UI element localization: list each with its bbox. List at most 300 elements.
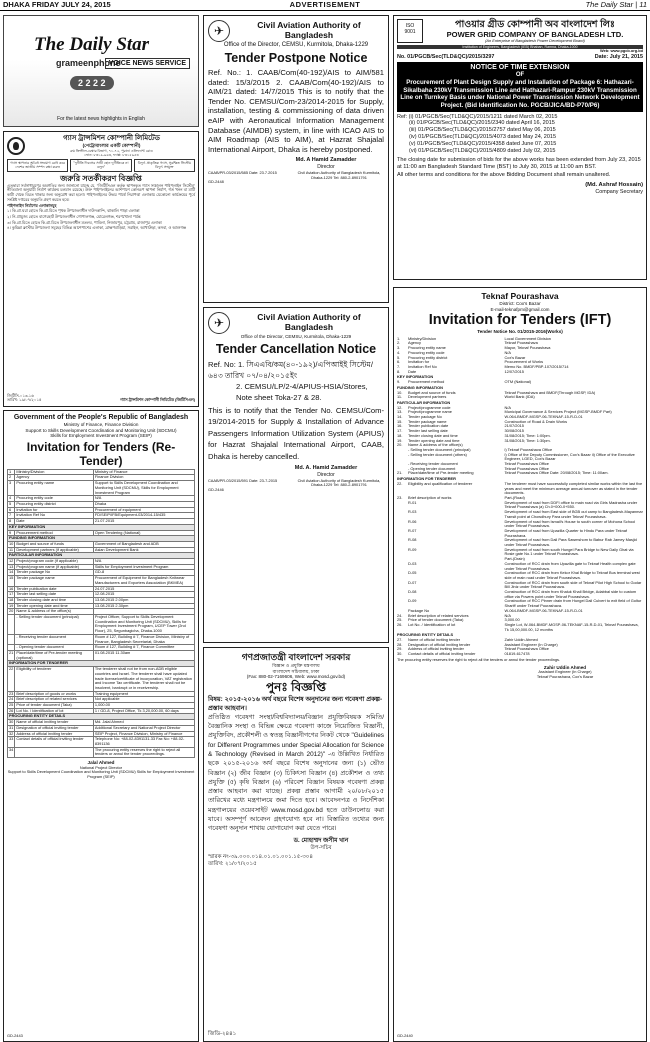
civil2-gd: GD-2446 — [208, 486, 224, 492]
teknaf-notice-no: Tender Notice No. 01/2015-2016(Works) — [477, 329, 563, 335]
teknaf-row-key: Eligibility and qualification of tenderer — [408, 480, 473, 486]
teknaf-row-key: Project/programme name — [408, 409, 452, 415]
gov-row-value: 01.08.2015 11.30am — [93, 650, 194, 660]
teknaf-row-number: 17. — [397, 428, 403, 434]
gov-row-number: 24 — [9, 696, 14, 702]
teknaf-row-key: Agency — [408, 340, 421, 346]
power-address: Institution of Engineers, Bangladesh (IEB) Bhaban, Ramna, Dhaka-1000 — [397, 45, 643, 49]
teknaf-row-key: D-03 — [408, 560, 417, 566]
gov-row-value: Support to Skills Development Coordination and Monitoring Unit (SDCMU), Skills for Employment Investment Program — [93, 481, 194, 496]
gov-row-number: 25 — [9, 702, 14, 708]
banner-tagline: For the latest news highlights in English — [57, 116, 145, 122]
teknaf-row: KEY INFORMATION — [397, 374, 434, 380]
gov-row-number: 22 — [8, 667, 15, 692]
gov-row-key: Procuring entity name — [15, 481, 94, 496]
civil2-title: Civil Aviation Authority of Bangladesh — [257, 312, 361, 332]
gas-table-head: পাইপলাইন নির্মাণের এলাকাসমূহ — [7, 202, 57, 208]
teknaf-row-value: 30/08/2015 — [504, 428, 524, 434]
gas-phone: ফোন: ৮৩১৯-৯৬৩, ফ্যাক্স: ৮৩১৫৯৫৩ — [84, 152, 139, 157]
teknaf-row-number: 2. — [397, 340, 401, 346]
gov-row-key: Address of official inviting tender — [15, 731, 94, 737]
banner-service: VOICE NEWS SERVICE — [105, 58, 190, 69]
teknaf-row-number: 30. — [397, 651, 403, 657]
teknaf-row-number — [397, 590, 405, 599]
gov-row-key: Invitation Ref No — [15, 513, 94, 519]
gov-row-number: 14 — [9, 569, 14, 575]
gov-row-value: Finance Division — [93, 475, 194, 481]
teknaf-row-value: N/A — [504, 404, 511, 410]
pgcb-notice — [393, 15, 647, 280]
teknaf-row-value: Development of road from Ismail's House to south corner of Mohona School under Teknaf Pourashava. — [504, 518, 636, 529]
caab-postpone-notice — [203, 15, 389, 303]
gov-project: Support to Skills Development Coordination and Monitoring Unit (SDCMU) — [25, 427, 177, 433]
gov-row-value: Dhaka — [93, 502, 194, 508]
gov-table-row — [8, 747, 195, 757]
teknaf-row-number: 14. — [397, 414, 403, 420]
gov-row-number: 17 — [9, 591, 14, 597]
gov-row-number: 31 — [9, 724, 14, 730]
gov-table-row — [8, 615, 195, 635]
teknaf-row-number: 20. — [397, 442, 403, 448]
teknaf-row: PROCURING ENTITY DETAILS — [397, 632, 454, 638]
iso-certified-icon: ISO 9001 — [397, 19, 423, 43]
teknaf-row-key: Lot No. / Identification of lot — [408, 621, 456, 627]
civil1-ref: CAAB/PR-03/2015/585 Date: 23.7.2015 — [208, 169, 277, 175]
gas-slogan-2: "দুর্নীতি দিবসের সাথী হোন দুর্নীতিকে না বলুন" — [70, 159, 131, 172]
teknaf-row-number: 10. — [397, 389, 403, 395]
gov-row-number: 16 — [9, 585, 14, 591]
teknaf-district: District: Cox's Bazar — [499, 301, 541, 306]
teknaf-row-value: Development of road from East side of BGB out camp to Bangladesh-Mayanmar Transit point at Chowdhury Para under Teknaf Pourashava. — [504, 509, 643, 519]
teknaf-row-number: 23. — [397, 494, 403, 500]
teknaf-row-key: Place/date/time of Pre-tender meeting — [408, 470, 474, 476]
gov-row-number: 33 — [8, 737, 15, 747]
gas-footer-sign: গ্যাস ট্রান্সমিশন কোম্পানী লিমিটেড (জিটিসিএল) — [120, 397, 195, 403]
mosd-signer: ড. মোহাম্মদ জসীম খান — [293, 837, 349, 844]
gov-row-number: 18 — [9, 596, 14, 602]
teknaf-email: E-mail-teknafpm@gmail.com — [490, 306, 550, 312]
teknaf-row-key: R-01 — [408, 499, 417, 505]
gov-row-value: Room # 127, Building # 7, Finance Committee — [93, 645, 194, 651]
civil1-gd: GD-2448 — [208, 179, 224, 185]
teknaf-tender-notice — [393, 287, 647, 1042]
gov-row-value: The tenderer shall not be from non-ADB eligible countries and Israel. The tenderer shall have updated trade license/certificate of incorporation, VAT registration and Income Tax certificate. The tenderer shall not be insolvent, bankrupt or in receivership. — [93, 667, 194, 692]
gas-subtitle: (পেট্রোবাংলার একটি কোম্পানী) — [82, 143, 141, 148]
power-title-bn: পাওয়ার গ্রীড কোম্পানী অব বাংলাদেশ লিঃ — [455, 19, 615, 30]
teknaf-row-value: i) Office of the Deputy Commissioner, Cox's Bazar ii) Office of the Executive Engineer, LGED, Cox's Bazar — [504, 451, 635, 462]
gas-footer-ref — [7, 394, 41, 403]
gov-section-label: KEY INFORMATION — [8, 524, 195, 530]
civil1-address: Civil Aviation Authority of Bangladesh Kurmitola, Dhaka-1229 Tel: 880-2-8901791 — [297, 169, 381, 180]
gov-row-number: 23 — [9, 690, 14, 696]
gov-row-value: Ministry of Finance — [93, 469, 194, 475]
teknaf-row-number: 21. — [397, 470, 403, 476]
gov-row-value: Government of Bangladesh and ADB — [93, 541, 194, 547]
power-body: The closing date for submission of bids for the above works has been extended from July 23, 2015 at 11:00 am Bangladesh Standard Time (BST) to July 30, 2015 at 11:00 am BST. — [397, 157, 641, 171]
teknaf-row-key: Designation of official inviting tender — [408, 641, 471, 647]
mosd-memo: স্মারক নং-৩৯.০০০.০১৪.০১.০১.০০১.১৫-৩০৪ — [208, 853, 313, 860]
teknaf-row-value: 31/08/2015; Time: 1:30pm. — [504, 437, 551, 443]
teknaf-row-key: Tender closing date and time — [408, 432, 458, 438]
power-ref-line: (iv) 01/PGCB/Sec(TLD&QC)/2015/4073 dated May 24, 2015 — [409, 134, 557, 141]
teknaf-row-value: Teknaf Pourashava Office — [504, 465, 549, 471]
teknaf-row-value: Development of road from Upazilla Quarter to Hindu Para under Teknaf Pourashava. — [504, 527, 628, 538]
gov-row-value: 21.07.2015 — [93, 519, 194, 525]
teknaf-row-number — [397, 501, 405, 510]
gov-row-number: 19 — [9, 602, 14, 608]
teknaf-row-number: 19. — [397, 437, 403, 443]
teknaf-row-number: 12. — [397, 404, 403, 410]
gov-row-number: 1 — [8, 469, 15, 475]
teknaf-row-number — [397, 581, 405, 590]
teknaf-row-value: Development of road from DDFI office to main road via Girls Madrasha under Teknaf Pourashava (a) Ch.0+000-0+550. — [504, 499, 638, 510]
gov-row-number: 26 — [9, 707, 14, 713]
caab-cancellation-notice — [203, 307, 389, 643]
mosd-re-notice — [203, 647, 389, 1042]
gov-row-key: Tender publication date — [15, 586, 94, 592]
gov-signer-org: Support to Skills Development Coordination and Monitoring Unit (SDCMU) Skills for Employment Investment Program (SEIP) — [7, 769, 195, 780]
gov-table-row — [8, 667, 195, 692]
gov-row-key: Invitation for — [15, 507, 94, 513]
gov-row-value: 13.08.2015 2.00pm — [93, 597, 194, 603]
gov-project2: Skills for Employment Investment Program (SEIP) — [50, 433, 152, 439]
teknaf-row-number: 22. — [397, 480, 403, 486]
teknaf-row-key: D-08 — [408, 589, 417, 595]
civil2-signer: Md. A. Hamid Zamadder — [294, 465, 358, 472]
teknaf-row-key: Budget and source of funds — [408, 389, 456, 395]
gov-row-number: 21 — [8, 650, 15, 660]
teknaf-row-number — [397, 562, 405, 571]
gov-row-value: Telephone No: +88-02-8391131-33 Fax No: +88-02-8391136 — [93, 737, 194, 747]
gov-row-key: Eligibility of tenderer — [15, 667, 94, 692]
gtcl-logo-icon — [7, 137, 25, 155]
power-subtitle: (An Enterprise of Bangladesh Power Development Board) — [485, 38, 585, 43]
teknaf-row-number: 1. — [397, 335, 401, 341]
gov-row-value: Procurement of equipment — [93, 507, 194, 513]
teknaf-row-number: 11. — [397, 394, 403, 400]
gov-row-number: 4 — [8, 496, 15, 502]
gov-row-number: 15 — [8, 576, 15, 586]
gov-row-value: N/A — [93, 559, 194, 565]
gov-row-key: Tender package No — [15, 570, 94, 576]
gas-date: তারিখ: ১৯/০৭/২০১৫ — [7, 397, 42, 403]
teknaf-row-key: R-06 — [408, 518, 417, 524]
teknaf-row-value: N/A — [504, 612, 511, 618]
teknaf-row-number: 15. — [397, 418, 403, 424]
gov-row-value: Training equipment — [93, 691, 194, 697]
gas-row: ৪। কুমিল্লা ক্লাস্টার উপজেলা সমূহের বিভিন্ন আশেপাশের এলাকা, ব্রাহ্মণবাড়িয়া, সরাইল, আখাউড়া, কসবা, ও আশুগঞ্জ — [7, 225, 187, 231]
power-body2: All other terms and conditions for the above Bidding Document shall remain unaltered. — [397, 172, 611, 179]
gov-row-value: Additional Secretary and National Project Director — [93, 725, 194, 731]
gas-ref: জিটিসি-০১৩-১৬ — [7, 392, 34, 398]
teknaf-row-value: 31/08/2015; Time: 1:00pm. — [504, 432, 551, 438]
teknaf-row-key: Tender publication date — [408, 423, 449, 429]
civil1-heading: Tender Postpone Notice — [224, 51, 368, 65]
gov-row-key: Tender last selling date — [15, 592, 94, 598]
teknaf-row-number — [397, 548, 405, 557]
gov-row-key: Brief description of goods or works — [15, 691, 94, 697]
civil2-heading: Tender Cancellation Notice — [215, 342, 377, 356]
gov-row-number: 30 — [9, 719, 14, 725]
teknaf-row-number — [397, 453, 405, 462]
teknaf-row-value: Teknaf Pourashava and BMDF(Through MGSP, IDA) — [504, 389, 596, 395]
teknaf-row-key: Brief description of works — [408, 494, 452, 500]
gov-section-label: INFORMATION FOR TENDERER — [8, 661, 195, 667]
teknaf-row-key: D-05 — [408, 570, 417, 576]
teknaf-row-key: Package No — [408, 607, 430, 613]
teknaf-row-key: Development partners — [408, 394, 447, 400]
gov-designation: National Project Director — [79, 764, 123, 770]
teknaf-row-key: Name & address of the office(s) — [408, 442, 463, 448]
mosd-designation: উপ-সচিব — [310, 844, 332, 851]
gov-row-key: Designation of official inviting tender — [15, 725, 94, 731]
mosd-gov: গণপ্রজাতন্ত্রী বাংলাদেশ সরকার — [241, 652, 351, 662]
gas-row: ৩। কি.গ্রা.মিতে হোতে কি.গ্রা.মিতে উপজেলাধীন মতলব, পাবিলা, নিজামপুর, চট্টগ্রাম, রাজাপুর এলাকা — [7, 219, 162, 225]
civil1-office: Office of the Director, CEMSU, Kurmitola, Dhaka-1229 — [223, 42, 369, 48]
teknaf-row-key: Invitation Ref No — [408, 364, 437, 369]
civil2-designation: Director — [317, 471, 335, 478]
gov-row-key: Brief description of related services — [15, 697, 94, 703]
gas-body: এতদ্বারা সর্বসাধারণের অবগতির জন্য জানানো যাচ্ছে যে, "জিটিসিএল কর্তৃক স্থাপনকৃত গ্যাস সঞ্চালন পাইপলাইন সিস্টেম" নীতিমালা অনুযায়ী নির্মাণ কার্যক্রম চলমান রয়েছে। উক্ত পাইপলাইনের আশপাশে কোনরূপ স্থাপনা নির্মাণ, গর্ত খনন বা মাটি কাটা থেকে বিরত থাকার জন্য অনুরোধ করা হলো। পাইপলাইনের উভয় পার্শ্বে নিরাপত্তা এলাকায় যেকোনো কার্যক্রমের পূর্বে সংশ্লিষ্ট দপ্তরের অনুমতি গ্রহণ করতে হবে। — [7, 182, 195, 202]
civil2-ref1: Ref. No: 1. সিএএবি/কম(৪০-১৯২)/এপিআইই সিস্টেম/৬৪৩ তারিখ ০৭/০৪/২০১৫ইং — [208, 360, 373, 380]
gov-row-key: - Opening tender document — [15, 645, 94, 651]
gas-row: ২। নি-প্রায়ুজ্য হোতে বাগেরহাট উপজেলাধীন গোপালগঞ্জ, মোরেলগঞ্জ, শরণখোলা পর্যন্ত — [7, 214, 141, 219]
gov-row-value: Skills for Employment Investment Program — [93, 564, 194, 570]
teknaf-row-number: 5. — [397, 354, 401, 360]
teknaf-row-number — [397, 510, 405, 519]
header-section: ADVERTISEMENT — [289, 0, 361, 9]
teknaf-gd: GD-2440 — [397, 1033, 413, 1039]
teknaf-row-key: Procuring entity code — [408, 349, 445, 355]
teknaf-row-number — [397, 520, 405, 529]
gov-row-key: Ministry/Division — [15, 469, 94, 475]
gas-title: গ্যাস ট্রান্সমিশন কোম্পানী লিমিটেড — [63, 135, 160, 142]
gov-row-value: Md. Jalal Ahmed — [93, 720, 194, 726]
mosd-heading: পুনঃ বিজ্ঞপ্তি — [266, 679, 326, 694]
teknaf-row-value: 3,000.00 — [504, 617, 520, 623]
teknaf-row-value: Teknaf Pourashava Office — [504, 646, 549, 652]
gov-row-key: Tender package name — [15, 576, 94, 586]
power-of: OF — [515, 72, 525, 79]
teknaf-row — [397, 370, 643, 375]
teknaf-row — [397, 623, 643, 632]
civil2-office: Office of the Director, CEMSU, Kurmitola, Dhaka-1229 — [240, 334, 352, 339]
teknaf-row-key: R-08 — [408, 537, 417, 543]
gov-row-number: 8 — [8, 519, 15, 525]
teknaf-row-key: - Selling tender document (principal) — [408, 446, 471, 452]
teknaf-row: PARTICULAR INFORMATION — [397, 399, 451, 405]
civil2-ref: CAAB/PR-03/2015/591 Date: 23-7-2015 — [208, 477, 278, 483]
gov-ministry: Ministry of Finance, Finance Division — [63, 422, 139, 427]
gas-heading: জরুরি সতর্কীকরণ বিজ্ঞপ্তি — [60, 173, 142, 183]
teknaf-row-value: Procurement of Works — [504, 359, 544, 365]
teknaf-heading: Invitation for Tenders (IFT) — [428, 312, 612, 329]
gas-slogan-3: বিদ্যুৎ প্রাকৃতিক গ্যাস, সুরক্ষিত সিস্টেম বিদ্যুৎ সংযুক্ত — [134, 159, 195, 172]
gov-row-key: Place/date/time of Pre-tender meeting (optional) — [15, 650, 94, 660]
power-ref: No. 01/PGCB/Sec(TLD&QC)/2015/3297 — [397, 53, 495, 60]
banner-logo: The Daily Star — [34, 34, 150, 55]
gov-row-number: 10 — [9, 540, 14, 546]
civil2-body: This is to notify that the Tender No. CEMSU/Com-19/2014-2015 for Supply & Installation of Advance Passengers Information Utilization System (APIUS) for Hazrat Shajalal International Airport, CAAB, Dhaka is hereby cancelled. — [208, 406, 384, 461]
power-designation: Company Secretary — [595, 189, 643, 196]
teknaf-row: INFORMATION FOR TENDERER — [397, 476, 456, 482]
teknaf-row-value: Single Lot, W-064-BMDF-MGSP-06-TEKNAF-15-R-D-01, Teknaf Pourashava, Tk 15,00,000.00, 12 months — [504, 621, 639, 632]
caab-emblem-icon: ✈ — [208, 20, 230, 42]
teknaf-row-value: Mayor, Teknaf Pourashava — [504, 345, 551, 351]
gov-table-row — [8, 650, 195, 660]
gov-row-number: 32 — [9, 730, 14, 736]
gov-row-key: Date — [15, 519, 94, 525]
gov-signer: Jalal Ahmed — [87, 760, 115, 766]
gov-row-number: 7 — [8, 513, 15, 519]
power-refs — [397, 114, 643, 155]
banner-dial-number: 2 2 2 2 — [70, 76, 114, 90]
teknaf-row-value: Assistant Engineer (In Charge) — [504, 641, 558, 647]
gas-slogan-1: গ্যাস স্থাপনার অবৈধ সংযোগ রোধ করে দেশের জাতীয় সম্পদ রক্ষা করুন — [7, 159, 68, 172]
header-date: DHAKA FRIDAY JULY 24, 2015 — [3, 0, 111, 9]
teknaf-row-key: Address of official inviting tender — [408, 646, 464, 652]
mosd-ministry: বিজ্ঞান ও প্রযুক্তি মন্ত্রণালয় — [272, 663, 320, 668]
gas-notice — [3, 131, 199, 407]
teknaf-row-number: 16. — [397, 423, 403, 429]
gov-row-key: - Selling tender document (principal) — [15, 615, 94, 635]
teknaf-row-key: - Opening tender document — [408, 465, 456, 471]
teknaf-row-number: 8. — [397, 368, 401, 374]
gov-table-row — [8, 576, 195, 586]
teknaf-row-value: World Bank (IDA) — [504, 394, 535, 400]
power-title-en: POWER GRID COMPANY OF BANGLADESH LTD. — [446, 30, 624, 39]
teknaf-row-key: Tender package name — [408, 418, 447, 424]
mosd-gd: জিডি-২৪৪১ — [208, 1031, 237, 1037]
gov-row-key: Contact details of official inviting tender — [15, 737, 94, 747]
teknaf-row-value: Construction of RCC drain from Upazilla gate to Teknaf Health complex gate under Teknaf Pourashava. — [504, 560, 636, 571]
power-ref-line: (v) 01/PGCB/Sec(TLD&QC)/2015/4358 dated June 07, 2015 — [409, 141, 557, 148]
teknaf-signer: Zahir Uddin Ahmed — [543, 664, 587, 670]
power-ref-line: (iii) 01/PGCB/Sec(TLD&QC)/2015/2757 dated May 06, 2015 — [409, 127, 556, 134]
teknaf-row-number — [397, 538, 405, 547]
gov-heading: Invitation for Tenders (Re-Tender) — [26, 439, 176, 468]
gov-row-value: 13.08.2015 2.30pm — [93, 603, 194, 609]
gov-row-key: Development partners (if applicable) — [15, 547, 94, 553]
teknaf-row-key: Procuring entity name — [408, 345, 446, 351]
teknaf-row-key: Price of tender document (Taka) — [408, 617, 464, 623]
teknaf-row-number: 13. — [397, 409, 403, 415]
power-ref-line: Ref: (i) 01/PGCB/Sec(TLD&QC)/2015/1211 dated March 02, 2015 — [397, 113, 558, 120]
civil1-title: Civil Aviation Authority of Bangladesh — [257, 20, 361, 40]
teknaf-row-key: R-07 — [408, 527, 417, 533]
teknaf-row-value: Construction of RCC drain from south side of Teknaf Pilot High School to Godar Bill Jiniz under Teknaf Pourashava. — [504, 579, 642, 590]
gov-row-value: Procurement of Equipment for Bangladesh Knitwear Manufacturers and Exporters Association (BKMEA) — [93, 576, 194, 586]
teknaf-row-value: Development of road from Dail Para Sawmshom to Babur Rab Jamey Masjid under Teknaf Pourashava. — [504, 537, 637, 548]
header-paper: The Daily Star | 11 — [585, 0, 647, 9]
teknaf-row-number: 3. — [397, 345, 401, 351]
teknaf-row-value: Construction of Road & Drain Works — [504, 418, 568, 424]
teknaf-row-value: Teknaf Pourashava Office Date: 20/08/2015; Time: 11:00am. — [504, 470, 609, 476]
teknaf-row-key: - Selling tender document (others) — [408, 451, 467, 457]
gov-row-key: Name & address of the office(s) — [15, 609, 94, 615]
gov-section-label: PROCURING ENTITY DETAILS — [8, 714, 195, 720]
gov-row-key: Lot No. / Identification of lot — [15, 708, 94, 714]
gov-row-value: 1,000.00 — [93, 703, 194, 709]
gov-tender-table — [7, 469, 195, 758]
power-ref-line: (vi) 01/PGCB/Sec(TLD&QC)/2015/4809 dated July 02, 2015 — [409, 148, 556, 155]
gov-row-key: Procurement method — [15, 530, 94, 536]
gov-row-value: FD/SEIP/IFB/Equipment-03/2014-15/435 — [93, 513, 194, 519]
civil1-signer: Md. A Hamid Zamadder — [295, 157, 357, 164]
gov-row-key: Tender opening date and time — [15, 603, 94, 609]
teknaf-row-key: Contact details of official inviting tender — [408, 651, 476, 657]
gov-row-key: Price of tender document (Taka) — [15, 703, 94, 709]
page-header — [0, 0, 650, 11]
teknaf-row-value: W-064-BMDF-MGSP-06-TEKNAF-15-R-D-01 — [504, 414, 583, 420]
power-web: Web: www.pgcb.org.bd — [599, 48, 643, 53]
teknaf-row-value: W-064-BMDF-MGSP-06-TEKNAF-15-R-D-01 — [504, 607, 583, 613]
teknaf-row-value: i) Teknaf Pourashava Office — [504, 446, 553, 452]
teknaf-row-value: Teknaf Pourashava — [504, 340, 538, 346]
teknaf-row-key: Tender last selling date — [408, 428, 448, 434]
teknaf-row: FUNDING INFORMATION — [397, 384, 443, 390]
teknaf-row-number — [397, 599, 405, 608]
gov-row-value: Project Officer, Support to Skills Development Coordination and Monitoring Unit (SDCMU), Skills for Employment Investment Program, UCEP Tower (2nd Floor), 25, Segunbagicha, Dhaka-1000 — [93, 615, 194, 635]
teknaf-row-value: Construction of RCC Pinner drain from Hungel Dail Culvert to exit field of Goltur Shariff under Teknaf Pourashava. — [504, 598, 642, 609]
teknaf-row-value: Part-(Drain) — [504, 556, 525, 562]
gov-section-label: PARTICULAR INFORMATION — [8, 553, 195, 559]
voice-news-banner[interactable] — [3, 15, 199, 127]
teknaf-row-value: The tenderer must have successfully completed similar works within the last five years and meet the minimum average annual turnover as stated in the tender documents. — [504, 480, 643, 496]
teknaf-row-number: 25. — [397, 617, 403, 623]
gov-row-value: Not applicable — [93, 697, 194, 703]
teknaf-row-key: D-09 — [408, 598, 417, 604]
gov-row-key: - Receiving tender document — [15, 634, 94, 644]
teknaf-row-key: Invitation for — [408, 359, 430, 365]
teknaf-note: The procuring entity reserves the right to reject all the tenders or annul the tender proceedings. — [397, 656, 561, 662]
power-ref-line: (ii) 01/PGCB/Sec(TLD&QC)/2015/2340 dated April 16, 2015 — [409, 120, 555, 127]
gov-row-key: Tender closing date and time — [15, 597, 94, 603]
teknaf-row-value: Cox's Bazar — [504, 354, 526, 360]
teknaf-row-key: Project/programme code — [408, 404, 451, 410]
mosd-address: বাংলাদেশ সচিবালয়, ঢাকা — [272, 668, 320, 674]
teknaf-row-key: Procurement method — [408, 379, 445, 385]
gov-table-row — [8, 634, 195, 644]
teknaf-row-number: 29. — [397, 646, 403, 652]
teknaf-row-value: 12/07/2015 — [504, 368, 524, 374]
gov-row-number: 11 — [9, 546, 14, 552]
teknaf-row-value: Local Government Division — [504, 335, 551, 341]
teknaf-row-value: OTM (National) — [504, 379, 532, 385]
sdcmu-tender-notice — [3, 410, 199, 1042]
gov-title: Government of the People's Republic of Bangladesh — [13, 414, 189, 421]
teknaf-org: Teknaf Pourashava, Cox's Bazar — [536, 673, 594, 679]
gov-row-key: Agency — [15, 475, 94, 481]
teknaf-row-key: Procuring entity district — [408, 354, 448, 360]
gov-row-key: Name of official inviting tender — [15, 720, 94, 726]
gov-row-value: N/A — [93, 496, 194, 502]
power-date: Date: July 21, 2015 — [594, 53, 643, 60]
caab-emblem-icon: ✈ — [208, 312, 230, 334]
gov-row-value: 12.08.2015 — [93, 592, 194, 598]
power-subject: Procurement of Plant Design Supply and Installation of Package 6: Hathazari-Sikalbaha 230kV Transmission Line and Hathazari-Rampur 230kV Transmission Line on Turnkey Basis under National Power Transmission Network Development Project. (Bid Identification No. PGCB/JICA/BD-P70/P6) — [400, 79, 640, 109]
teknaf-row-key: Tender opening date and time — [408, 437, 460, 443]
teknaf-row-number: 6. — [397, 359, 401, 365]
teknaf-row-number: 7. — [397, 364, 401, 369]
gov-row-number: 34 — [8, 747, 15, 757]
gov-row-key — [15, 747, 94, 757]
teknaf-row-key: Name of official inviting tender — [408, 637, 461, 643]
teknaf-row-number — [397, 571, 405, 580]
teknaf-row-number: 4. — [397, 349, 401, 355]
gov-table-row — [8, 481, 195, 496]
teknaf-row-key: R-09 — [408, 546, 417, 552]
